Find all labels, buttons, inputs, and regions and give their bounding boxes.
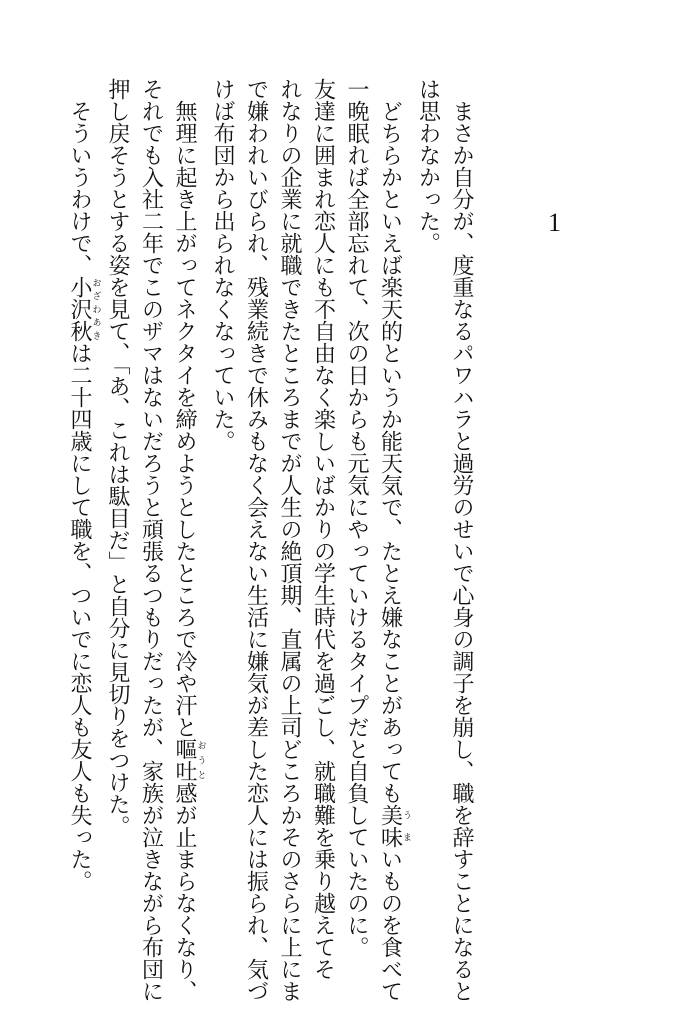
text-line: 一晩眠れば全部忘れて、次の日からも元気にやっていけるタイプだと自負していたのに。 xyxy=(344,78,369,958)
text-line: まさか自分が、度重なるパワハラと過労のせいで心身の調子を崩し、職を辞すことになると xyxy=(449,100,474,1002)
text-line: れなりの企業に就職できたところまでが人生の絶頂期、直属の上司どころかそのさらに上にま xyxy=(277,78,302,1002)
paragraph xyxy=(63,78,101,948)
text-line: 押し戻そうとする姿を見て、「あ、これは駄目だ」と自分に見切りをつけた。 xyxy=(105,78,130,837)
text-line: どちらかといえば楽天的というか能天気で、たとえ嫌なことがあっても美味うまいものを食べて xyxy=(377,100,411,1002)
paragraph xyxy=(340,78,412,1002)
text-line: それでも入社二年でこのザマはないだろうと頑張るつもりだったが、家族が泣きながら布団に xyxy=(138,78,164,1002)
paragraph xyxy=(411,78,478,1002)
text-line: 友達に囲まれ恋人にも不自由なく楽しいばかりの学生時代を過ごし、就職難を乗り越えてそ xyxy=(310,78,336,980)
text-line: で嫌われいびられ、残業続きで休みもなく会えない生活に嫌気が差した恋人には振られ、気づ xyxy=(243,78,269,1002)
text-line: けば布団から出られなくなっていた。 xyxy=(210,78,235,452)
ruby-outo: 嘔吐おうと xyxy=(172,738,206,782)
chapter-number: 1 xyxy=(548,208,561,237)
paragraph xyxy=(101,78,206,1002)
ruby-umai: 美味うま xyxy=(377,804,411,848)
text-line: そういうわけで、小沢秋おざわあきは二十四歳にして職を、ついでに恋人も友人も失った。 xyxy=(67,100,101,892)
vertical-text-body xyxy=(63,78,479,1002)
ruby-name: 小沢秋おざわあき xyxy=(67,276,101,342)
paragraph xyxy=(206,78,340,1002)
text-line: は思わなかった。 xyxy=(415,78,441,254)
text-line: 無理に起き上がってネクタイを締めようとしたところで冷や汗と嘔吐おうと感が止まらなくなり、 xyxy=(172,100,206,1002)
